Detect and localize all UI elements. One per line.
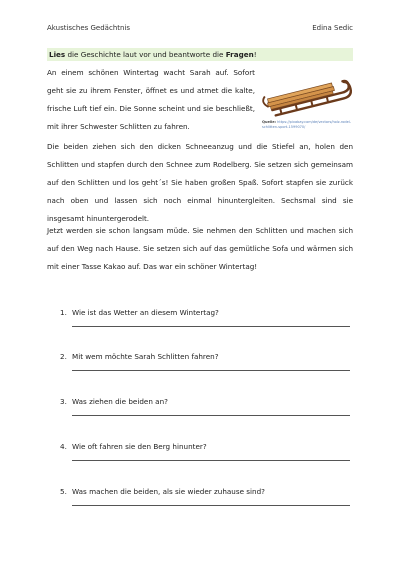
- instruction-bold-lies: Lies: [49, 50, 66, 59]
- instruction-text: die Geschichte laut vor und beantworte die: [65, 50, 226, 59]
- image-credit: [262, 120, 357, 129]
- story-paragraph-1: An einem schönen Wintertag wacht Sarah auf. Sofort geht sie zu ihrem Fenster, öffnet es und atmet die kalte, frische Luft tief ein. Die Sonne scheint und sie beschließt, mit ihrer Schwester Schlitten zu fahren.: [47, 68, 255, 131]
- image-credit-link[interactable]: https://pixabay.com/de/vectors/holz-rodel-schlitten-sport-1599070/: [262, 120, 352, 129]
- question-text: Wie oft fahren sie den Berg hinunter?: [72, 442, 207, 451]
- question-text: Was machen die beiden, als sie wieder zuhause sind?: [72, 487, 265, 496]
- question-text: Was ziehen die beiden an?: [72, 397, 168, 406]
- header-author: Edina Sedic: [312, 24, 353, 32]
- question-text: Wie ist das Wetter an diesem Wintertag?: [72, 308, 219, 317]
- question-number: 4.: [60, 442, 67, 451]
- answer-line[interactable]: [72, 326, 350, 327]
- story-paragraph-3: Jetzt werden sie schon langsam müde. Sie nehmen den Schlitten und machen sich auf den Weg nach Hause. Sie setzen sich auf das gemütliche Sofa und wärmen sich mit einer Tasse Kakao auf. Das war ein schöner Wintertag!: [47, 226, 353, 271]
- image-credit-label: Quelle:: [262, 120, 277, 124]
- header-title: Akustisches Gedächtnis: [47, 24, 131, 32]
- answer-line[interactable]: [72, 415, 350, 416]
- question-text: Mit wem möchte Sarah Schlitten fahren?: [72, 352, 219, 361]
- question-number: 1.: [60, 308, 67, 317]
- question-number: 2.: [60, 352, 67, 361]
- sled-image: [262, 71, 354, 121]
- answer-line[interactable]: [72, 505, 350, 506]
- instruction-banner: [47, 48, 353, 61]
- page-header: [47, 24, 353, 36]
- instruction-end: !: [253, 50, 257, 59]
- question-number: 5.: [60, 487, 67, 496]
- answer-line[interactable]: [72, 460, 350, 461]
- answer-line[interactable]: [72, 370, 350, 371]
- story-paragraph-2: Die beiden ziehen sich den dicken Schneeanzug und die Stiefel an, holen den Schlitten und stapfen durch den Schnee zum Rodelberg. Sie setzen sich gemeinsam auf den Schlitten und los geht´s! Sie haben großen Spaß. Sofort stapfen sie zurück nach oben und lassen sich noch einmal hinuntergleiten. Sechsmal sind sie insgesamt hinuntergerodelt.: [47, 142, 353, 223]
- question-number: 3.: [60, 397, 67, 406]
- instruction-bold-fragen: Fragen: [225, 50, 254, 59]
